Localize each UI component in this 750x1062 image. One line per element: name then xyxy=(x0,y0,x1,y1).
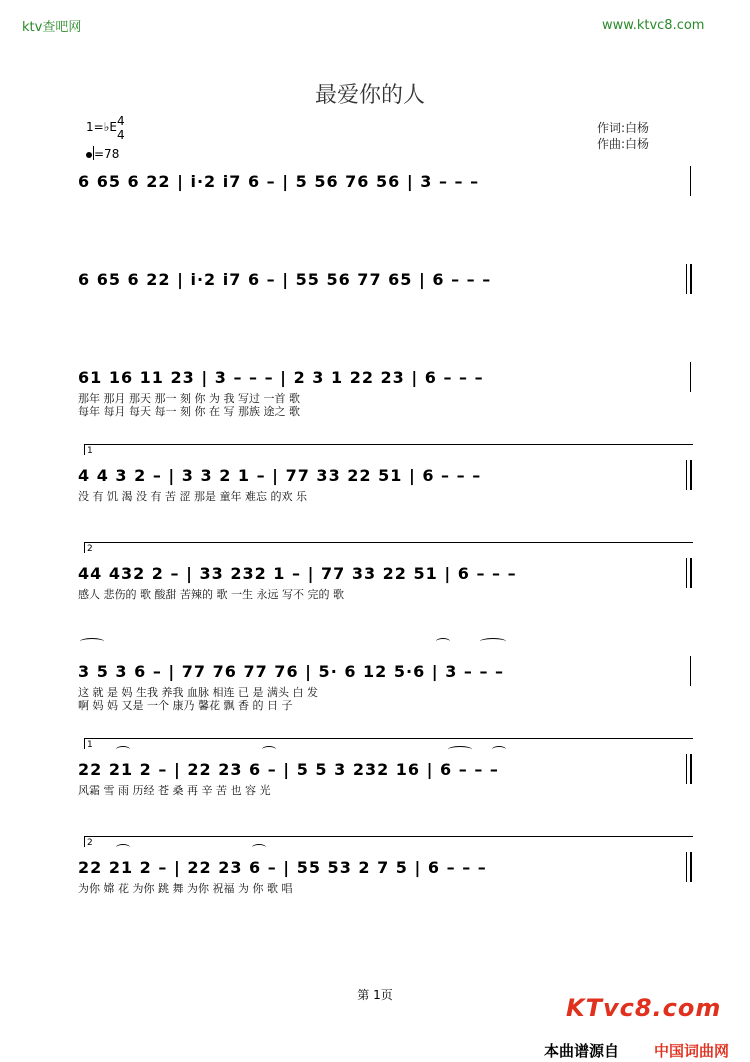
repeat-barline xyxy=(690,754,692,784)
slur-mark xyxy=(262,746,276,753)
tempo-marking xyxy=(86,146,119,161)
lyric-verse-1: 为你 嫦 花 为你 跳 舞 为你 祝福 为 你 歌 唱 xyxy=(78,882,293,895)
tempo-value: =78 xyxy=(94,147,120,161)
volta-number: 1 xyxy=(87,740,93,750)
barline xyxy=(690,656,691,686)
lyric-verse-1: 没 有 饥 渴 没 有 苦 涩 那是 童年 难忘 的欢 乐 xyxy=(78,490,307,503)
slur-mark xyxy=(252,844,266,851)
notes: 44 432 2 – | 33 232 1 – | 77 33 22 51 | 6 – – – xyxy=(78,564,517,583)
repeat-barline xyxy=(690,460,692,490)
notes: 6 65 6 22 | i·2 i7 6 – | 55 56 77 65 | 6 – – – xyxy=(78,270,492,289)
lyric-verse-2: 啊 妈 妈 又是 一个 康乃 馨花 飘 香 的 日 子 xyxy=(78,699,293,712)
barline xyxy=(686,558,687,588)
page-number: 第 1页 xyxy=(357,988,393,1002)
time-signature-top: 4 xyxy=(117,114,125,128)
volta-bracket xyxy=(84,738,693,749)
repeat-barline xyxy=(690,264,692,294)
song-title: 最爱你的人 xyxy=(314,83,425,108)
notes: 22 21 2 – | 22 23 6 – | 55 53 2 7 5 | 6 – – – xyxy=(78,858,487,877)
lyric-verse-1: 那年 那月 那天 那一 刻 你 为 我 写过 一首 歌 xyxy=(78,392,300,405)
key-signature: 1=♭E xyxy=(86,120,117,134)
notes: 6 65 6 22 | i·2 i7 6 – | 5 56 76 56 | 3 – – – xyxy=(78,172,480,191)
barline xyxy=(686,264,687,294)
source-site-link[interactable]: 中国词曲网 xyxy=(654,1042,730,1060)
slur-mark xyxy=(448,746,472,753)
volta-bracket xyxy=(84,444,693,455)
quarter-note-icon xyxy=(86,152,92,158)
composer: 作曲:白杨 xyxy=(597,137,650,151)
slur-mark xyxy=(116,844,130,851)
volta-number: 2 xyxy=(87,838,93,848)
source-label: 本曲谱源自 xyxy=(544,1042,620,1060)
barline xyxy=(686,754,687,784)
slur-mark xyxy=(492,746,506,753)
time-signature xyxy=(117,114,125,142)
site-name-left: ktv查吧网 xyxy=(22,20,82,35)
lyric-verse-2: 每年 每月 每天 每一 刻 你 在 写 那族 途之 歌 xyxy=(78,405,300,418)
lyricist: 作词:白杨 xyxy=(597,121,650,135)
ktvc8-logo: KTvc8.com xyxy=(566,994,722,1022)
lyric-verse-1: 风霜 雪 雨 历经 苍 桑 再 辛 苦 也 容 光 xyxy=(78,784,271,797)
site-url-right[interactable]: www.ktvc8.com xyxy=(602,18,705,33)
repeat-barline xyxy=(690,852,692,882)
barline xyxy=(690,166,691,196)
volta-bracket xyxy=(84,836,693,847)
volta-number: 1 xyxy=(87,446,93,456)
slur-mark xyxy=(436,638,450,645)
slur-mark xyxy=(80,638,104,645)
slur-mark xyxy=(480,638,506,645)
barline xyxy=(690,362,691,392)
repeat-barline xyxy=(690,558,692,588)
time-signature-bottom: 4 xyxy=(117,128,125,142)
slur-mark xyxy=(116,746,130,753)
barline xyxy=(686,460,687,490)
volta-number: 2 xyxy=(87,544,93,554)
lyric-verse-1: 这 就 是 妈 生我 养我 血脉 相连 已 是 满头 白 发 xyxy=(78,686,318,699)
notes: 22 21 2 – | 22 23 6 – | 5 5 3 232 16 | 6 – – – xyxy=(78,760,499,779)
barline xyxy=(686,852,687,882)
notes: 3 5 3 6 – | 77 76 77 76 | 5· 6 12 5·6 | 3 – – – xyxy=(78,662,505,681)
volta-bracket xyxy=(84,542,693,553)
lyric-verse-1: 感人 悲伤的 歌 酸甜 苦辣的 歌 一生 永远 写不 完的 歌 xyxy=(78,588,344,601)
notes: 4 4 3 2 – | 3 3 2 1 – | 77 33 22 51 | 6 – – – xyxy=(78,466,482,485)
notes: 61 16 11 23 | 3 – – – | 2 3 1 22 23 | 6 – – – xyxy=(78,368,484,387)
credits xyxy=(597,120,649,152)
